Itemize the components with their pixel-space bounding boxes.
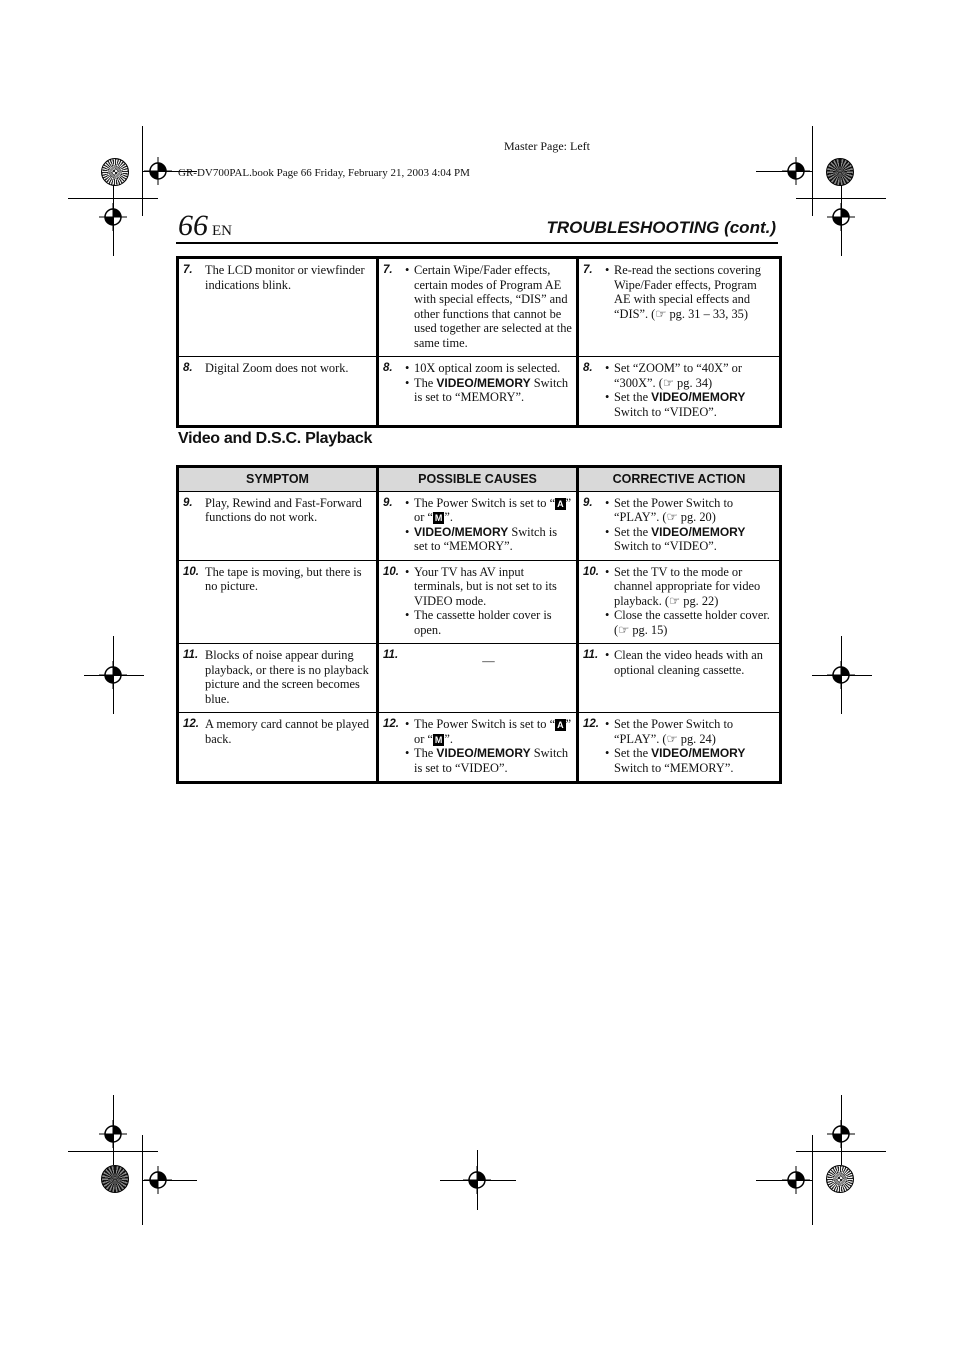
registration-target-icon — [99, 661, 127, 689]
troubleshooting-table-playback — [176, 465, 782, 784]
action-cell: 10. • Set the TV to the mode or channel appropriate for video playback. (☞ pg. 22) • Close the cassette holder cover. (☞ pg. 15) — [578, 560, 781, 644]
registration-target-icon — [782, 1166, 810, 1194]
table-row — [178, 644, 781, 713]
page-number-block — [178, 209, 232, 243]
star-target-icon — [101, 1165, 129, 1193]
column-header-causes: POSSIBLE CAUSES — [378, 467, 578, 492]
table-row — [178, 491, 781, 560]
running-head: TROUBLESHOOTING (cont.) — [546, 218, 776, 237]
registration-target-icon — [782, 157, 810, 185]
cause-cell: 7. • Certain Wipe/Fader effects, certain modes of Program AE with special effects, “DIS” and other functions that cannot be used together are selected at the same time. — [378, 258, 578, 357]
action-cell: 12. • Set the Power Switch to “PLAY”. (☞ pg. 24) • Set the VIDEO/MEMORY Switch to “MEMORY”. — [578, 713, 781, 783]
registration-target-icon — [463, 1166, 491, 1194]
symptom-cell: 8. Digital Zoom does not work. — [183, 361, 349, 375]
symptom-cell: 7. The LCD monitor or viewfinder indications blink. — [178, 258, 378, 357]
registration-target-icon — [827, 661, 855, 689]
symptom-cell: 9. Play, Rewind and Fast-Forward functions do not work. — [178, 491, 378, 560]
star-target-icon — [826, 158, 854, 186]
symptom-cell: 12. A memory card cannot be played back. — [183, 717, 370, 746]
master-page-label: Master Page: Left — [504, 139, 590, 153]
table-row — [178, 713, 781, 783]
star-target-icon — [826, 1165, 854, 1193]
no-cause-dash: — — [482, 654, 495, 668]
star-target-icon — [101, 158, 129, 186]
column-header-actions: CORRECTIVE ACTION — [578, 467, 781, 492]
table-row — [178, 560, 781, 644]
header-rule — [176, 242, 778, 244]
registration-target-icon — [144, 1166, 172, 1194]
file-slug: GR-DV700PAL.book Page 66 Friday, February 21, 2003 4:04 PM — [178, 167, 470, 179]
table-header-row — [178, 467, 781, 492]
registration-target-icon — [827, 1120, 855, 1148]
table-row — [178, 357, 781, 427]
action-cell: 7. • Re-read the sections covering Wipe/Fader effects, Program AE with special effects and “DIS”. (☞ pg. 31 – 33, 35) — [578, 258, 781, 357]
section-title: Video and D.S.C. Playback — [178, 430, 373, 447]
registration-target-icon — [99, 1120, 127, 1148]
action-cell: 8. • Set “ZOOM” to “40X” or “300X”. (☞ pg. 34) • Set the VIDEO/MEMORY Switch to “VIDEO”. — [578, 357, 781, 427]
cause-cell: 10. • Your TV has AV input terminals, but is not set to its VIDEO mode. • The cassette holder cover is open. — [378, 560, 578, 644]
cause-cell: 11. — — [378, 644, 578, 713]
troubleshooting-table-continued — [176, 256, 782, 428]
symptom-cell: 10. The tape is moving, but there is no picture. — [178, 560, 378, 644]
action-cell: 11. • Clean the video heads with an optional cleaning cassette. — [578, 644, 781, 713]
registration-target-icon — [144, 157, 172, 185]
symptom-cell: 11. Blocks of noise appear during playback, or there is no playback picture and the screen becomes blue. — [178, 644, 378, 713]
cause-cell: 9. • The Power Switch is set to “ A ” or “ M ”. • VIDEO/MEMORY Switch is set to “MEMORY”. — [378, 491, 578, 560]
page-number: 66 — [178, 209, 208, 242]
registration-target-icon — [99, 203, 127, 231]
cause-cell: 12. • The Power Switch is set to “ A ” or “ M ”. • The VIDEO/MEMORY Switch is set to “VIDEO”. — [378, 713, 578, 783]
column-header-symptom: SYMPTOM — [178, 467, 378, 492]
action-cell: 9. • Set the Power Switch to “PLAY”. (☞ pg. 20) • Set the VIDEO/MEMORY Switch to “VIDEO”. — [578, 491, 781, 560]
registration-target-icon — [827, 203, 855, 231]
cause-cell: 8. • 10X optical zoom is selected. • The VIDEO/MEMORY Switch is set to “MEMORY”. — [378, 357, 578, 427]
table-row — [178, 258, 781, 357]
language-code: EN — [212, 223, 232, 239]
